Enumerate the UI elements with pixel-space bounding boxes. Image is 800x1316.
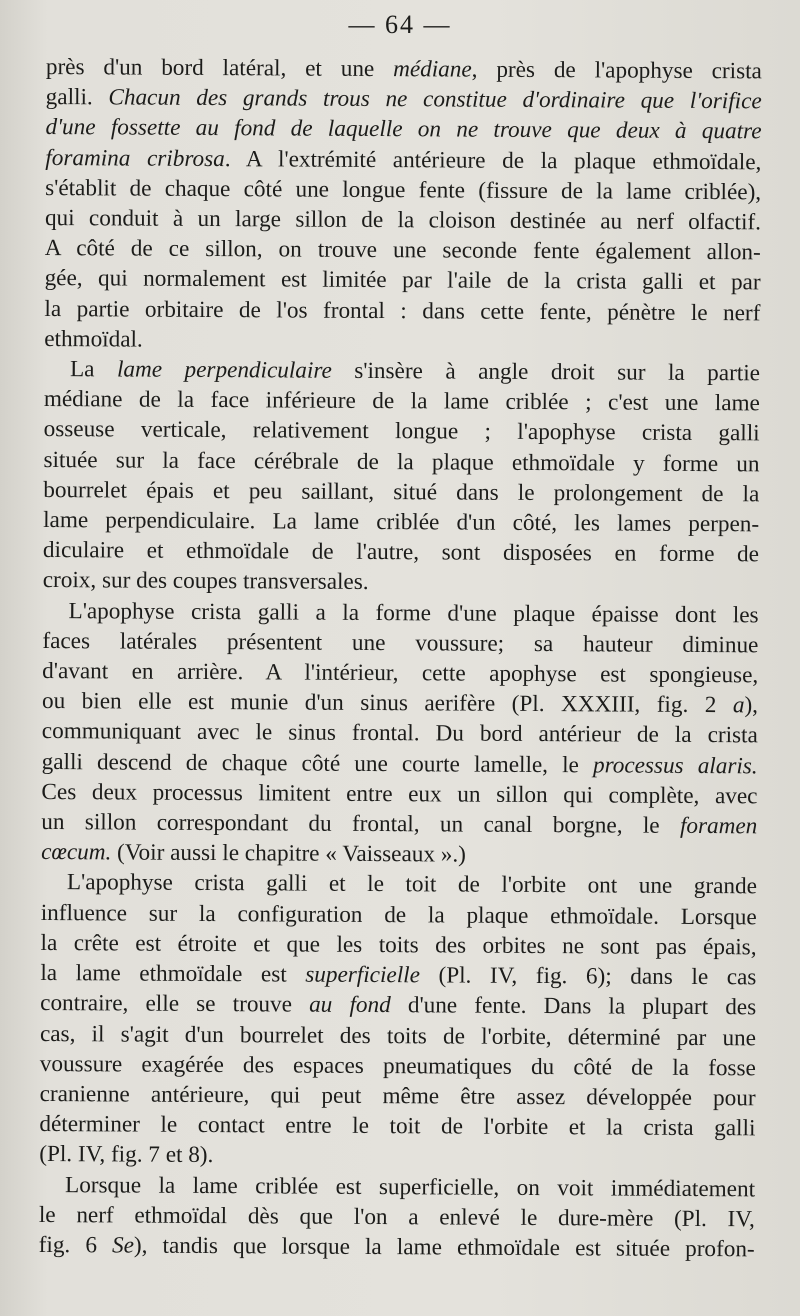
text-line <box>44 324 760 359</box>
text-line <box>46 52 762 87</box>
italic-text: d'une fossette au fond de laquelle on ne trouve que deux à quatre <box>45 114 762 145</box>
text-line <box>39 1169 755 1204</box>
text-run: s'insère à angle droit sur la partie <box>331 357 761 387</box>
text-run: ethmoïdal. <box>44 325 143 353</box>
italic-text: lame perpendiculaire <box>116 356 332 384</box>
text-line <box>39 1230 755 1265</box>
italic-text: a <box>732 692 745 719</box>
text-line <box>42 686 758 721</box>
text-run: gée, qui normalement est limitée par l'aile de la crista galli et par <box>44 265 761 296</box>
text-run: communiquant avec le sinus frontal. Du bord antérieur de la crista <box>41 718 758 749</box>
text-run: lame perpendiculaire. La lame criblée d'un côté, les lames perpen- <box>43 507 760 538</box>
text-line <box>44 354 760 389</box>
text-run: (Pl. IV, fig. 7 et 8). <box>39 1141 214 1169</box>
text-line <box>43 535 759 570</box>
text-run: s'établit de chaque côté une longue fente (fissure de la lame criblée), <box>45 174 762 206</box>
text-line <box>42 656 758 691</box>
text-run: d'une fente. Dans la plupart des <box>390 992 757 1021</box>
text-run: le nerf ethmoïdal dès que l'on a enlevé le dure-mère (Pl. IV, <box>38 1201 755 1233</box>
text-line <box>41 867 757 902</box>
text-run: , près de l'apophyse crista <box>471 56 762 85</box>
italic-text: superficielle <box>305 961 421 989</box>
italic-text: au fond <box>309 991 391 1019</box>
text-run: bourrelet épais et peu saillant, situé dans le prolongement de la <box>43 476 760 508</box>
text-line <box>44 294 760 329</box>
text-line <box>43 565 759 600</box>
text-run: située sur la face cérébrale de la plaque ethmoïdale y forme un <box>43 446 760 478</box>
page-number: — 64 — <box>348 10 452 39</box>
text-run: (Voir aussi le chapitre « Vaisseaux ».) <box>111 839 466 868</box>
text-line <box>45 112 761 147</box>
text-run: La <box>69 356 118 383</box>
text-line <box>41 807 757 842</box>
text-run: voussure exagérée des espaces pneumatiques du côté de la fosse <box>39 1050 756 1082</box>
text-run: galli. <box>45 84 109 111</box>
text-run: L'apophyse crista galli et le toit de l'orbite ont une grande <box>66 869 757 900</box>
text-run: diculaire et ethmoïdale de l'autre, sont disposées en forme de <box>42 537 760 568</box>
text-line <box>39 1109 755 1144</box>
text-line <box>40 928 756 963</box>
text-run: ou bien elle est munie d'un sinus aerifère (Pl. XXXIII, fig. 2 <box>41 688 733 719</box>
italic-text: foramina cribrosa <box>45 144 225 172</box>
text-run: Ces deux processus limitent entre eux un sillon qui complète, avec <box>41 778 758 810</box>
text-run: fig. 6 <box>38 1231 113 1259</box>
text-run: . A l'extrémité antérieure de la plaque ethmoïdale, <box>224 145 762 175</box>
text-line <box>44 384 760 419</box>
italic-text: cœcum. <box>41 839 112 866</box>
text-line <box>42 716 758 751</box>
text-line <box>42 747 758 782</box>
text-run: Lorsque la lame criblée est superficielle, on voit immédiatement <box>65 1171 756 1202</box>
text-line <box>41 837 757 872</box>
text-run: croix, sur des coupes transversales. <box>42 567 369 596</box>
text-line <box>46 82 762 117</box>
text-line <box>42 596 758 631</box>
text-line <box>41 777 757 812</box>
text-line <box>43 445 759 480</box>
text-run: galli descend de chaque côté une courte lamelle, le <box>41 748 594 779</box>
body-text <box>39 52 762 1264</box>
text-run: (Pl. IV, fig. 6); dans le cas <box>419 962 757 991</box>
italic-text: médiane <box>393 56 472 83</box>
text-run: la crête est étroite et que les toits des orbites ne sont pas épais, <box>40 929 757 961</box>
text-line <box>44 414 760 449</box>
italic-text: Se <box>111 1232 135 1259</box>
text-line <box>40 1079 756 1114</box>
text-line <box>39 1200 755 1235</box>
text-line <box>41 898 757 933</box>
text-line <box>40 1018 756 1053</box>
text-line <box>45 233 761 268</box>
text-line <box>45 263 761 298</box>
text-line <box>45 203 761 238</box>
text-line <box>42 626 758 661</box>
text-run: près d'un bord latéral, et une <box>45 53 394 83</box>
text-run: un sillon correspondant du frontal, un canal borgne, le <box>41 809 681 839</box>
text-run: contraire, elle se trouve <box>40 990 310 1018</box>
text-run: faces latérales présentent une voussure; sa hauteur diminue <box>42 627 759 659</box>
text-run: ), <box>744 692 759 719</box>
italic-text: foramen <box>679 812 758 840</box>
text-line <box>43 475 759 510</box>
text-run: la lame ethmoïdale est <box>40 960 306 988</box>
text-line <box>45 143 761 178</box>
text-run: osseuse verticale, relativement longue ; l'apophyse crista galli <box>43 416 760 447</box>
italic-text: Chacun des grands trous ne constitue d'ordinaire que l'orifice <box>108 84 762 115</box>
text-run: ), tandis que lorsque la lame ethmoïdale est située profon- <box>133 1232 755 1263</box>
text-line <box>40 988 756 1023</box>
text-run: d'avant en arrière. A l'intérieur, cette apophyse est spongieuse, <box>42 658 759 689</box>
text-run: cas, il s'agit d'un bourrelet des toits de l'orbite, déterminé par une <box>39 1020 757 1051</box>
text-run: qui conduit à un large sillon de la cloison destinée au nerf olfactif. <box>44 205 762 236</box>
text-run: A côté de ce sillon, on trouve une seconde fente également allon- <box>44 235 761 266</box>
text-run: médiane de la face inférieure de la lame criblée ; c'est une lame <box>43 386 760 417</box>
text-line <box>39 1139 755 1174</box>
text-run: L'apophyse crista galli a la forme d'une plaque épaisse dont les <box>68 597 759 629</box>
text-run: influence sur la configuration de la plaque ethmoïdale. Lorsque <box>40 899 757 931</box>
text-line <box>40 958 756 993</box>
text-run: déterminer le contact entre le toit de l'orbite et la crista galli <box>39 1111 756 1142</box>
text-line <box>45 173 761 208</box>
italic-text: processus alaris. <box>592 752 758 780</box>
text-line <box>40 1049 756 1084</box>
text-line <box>43 505 759 540</box>
text-run: la partie orbitaire de l'os frontal : dans cette fente, pénètre le nerf <box>44 295 761 326</box>
text-run: cranienne antérieure, qui peut même être assez développée pour <box>39 1080 756 1112</box>
